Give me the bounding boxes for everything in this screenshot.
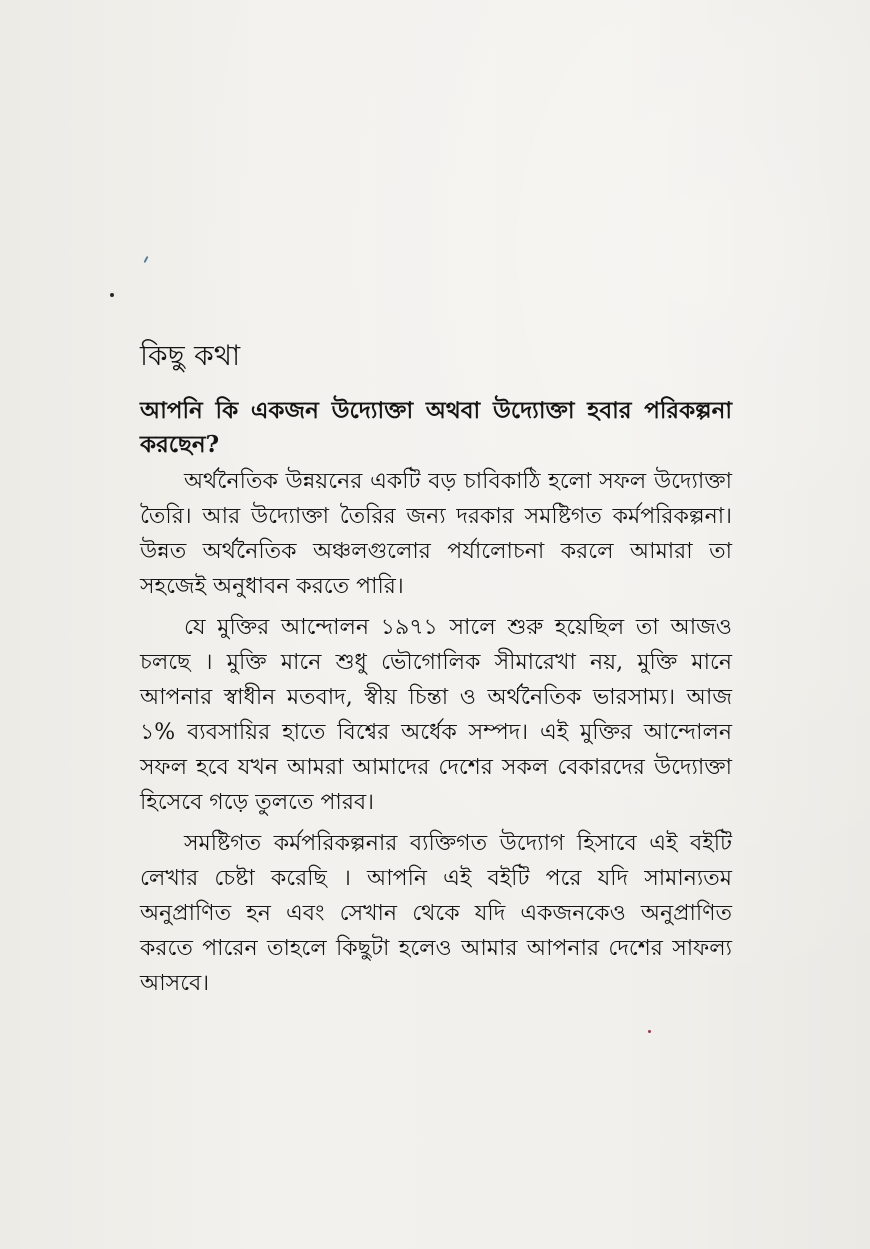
ink-speck — [648, 1030, 651, 1033]
ink-speck — [110, 293, 114, 297]
paragraph: যে মুক্তির আন্দোলন ১৯৭১ সালে শুরু হয়েছিল তা আজও চলছে । মুক্তি মানে শুধু ভৌগোলিক সীমারেখা নয়, মুক্তি মানে আপনার স্বাধীন মতবাদ, স্বীয় চিন্তা ও অর্থনৈতিক ভারসাম্য। আজ ১% ব্যবসায়ির হাতে বিশ্বের অর্ধেক সম্পদ। এই মুক্তির আন্দোলন সফল হবে যখন আমরা আমাদের দেশের সকল বেকারদের উদ্যোক্তা হিসেবে গড়ে তুলতে পারব। — [140, 615, 732, 815]
page-title: কিছু কথা — [140, 339, 241, 372]
lead-question: আপনি কি একজন উদ্যোক্তা অথবা উদ্যোক্তা হবার পরিকল্পনা করছেন? — [140, 397, 732, 458]
paragraph: সমষ্টিগত কর্মপরিকল্পনার ব্যক্তিগত উদ্যোগ হিসাবে এই বইটি লেখার চেষ্টা করেছি । আপনি এই বইটি পরে যদি সামান্যতম অনুপ্রাণিত হন এবং সেখান থেকে যদি একজনকেও অনুপ্রাণিত করতে পারেন তাহলে কিছুটা হলেও আমার আপনার দেশের সাফল্য আসবে। — [140, 831, 732, 996]
paragraph: অর্থনৈতিক উন্নয়নের একটি বড় চাবিকাঠি হলো সফল উদ্যোক্তা তৈরি। আর উদ্যোক্তা তৈরির জন্য দরকার সমষ্টিগত কর্মপরিকল্পনা। উন্নত অর্থনৈতিক অঞ্চলগুলোর পর্যালোচনা করলে আমারা তা সহজেই অনুধাবন করতে পারি। — [140, 469, 732, 599]
pen-mark — [143, 256, 148, 263]
page-body — [140, 336, 732, 1007]
